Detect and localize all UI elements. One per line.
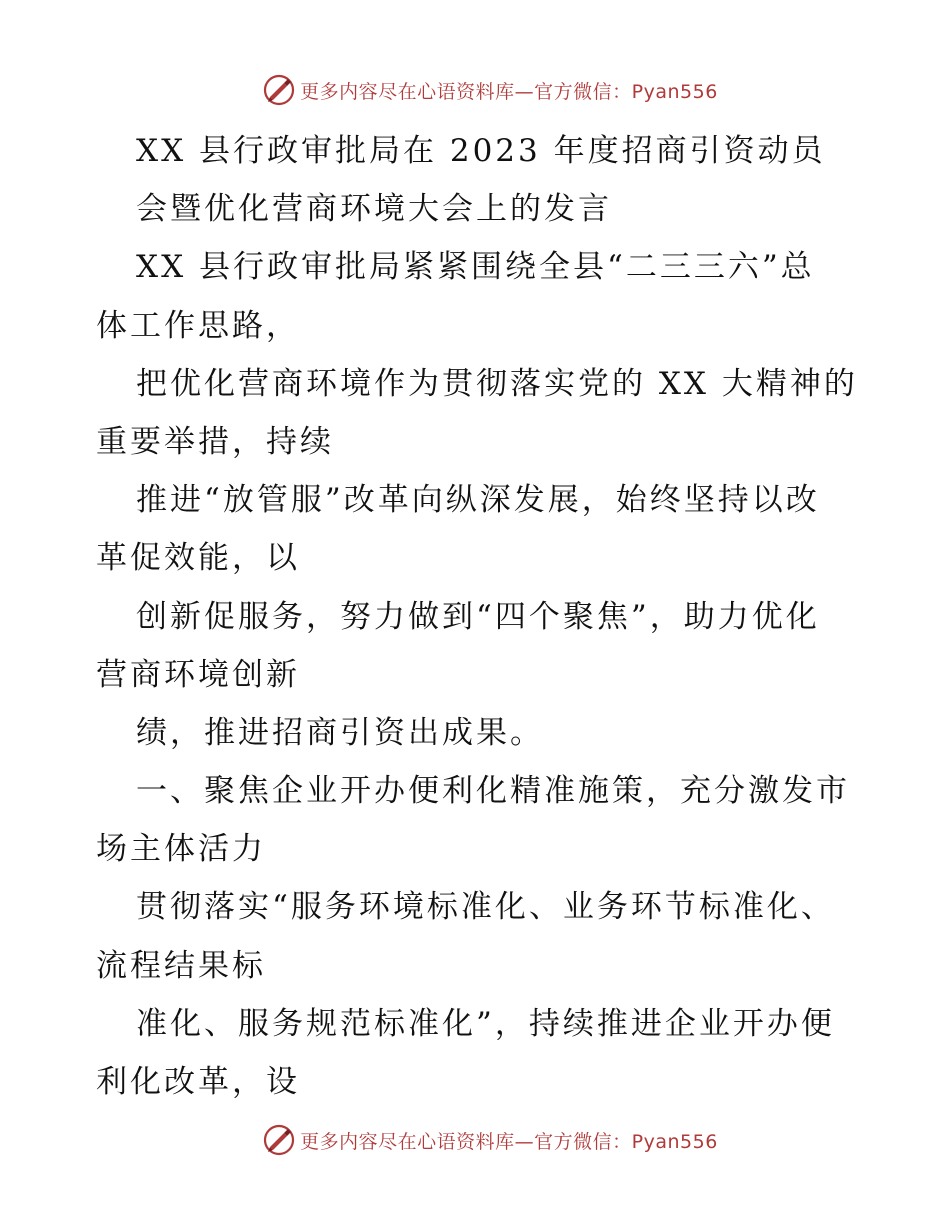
text-line: XX 县行政审批局在 2023 年度招商引资动员 (136, 133, 826, 169)
pen-logo-icon (262, 1123, 296, 1157)
text-line: 创新促服务，努力做到“四个聚焦”，助力优化 (136, 598, 820, 635)
text-line: 一、聚焦企业开办便利化精准施策，充分激发市 (136, 773, 850, 810)
text-line: 营商环境创新 (96, 656, 300, 693)
text-line: 准化、服务规范标准化”，持续推进企业开办便 (136, 1005, 835, 1042)
text-line: 贯彻落实“服务环境标准化、业务环节标准化、 (136, 889, 835, 926)
text-line: 利化改革，设 (96, 1064, 300, 1100)
pen-logo-icon (262, 73, 296, 107)
watermark-content (262, 1123, 718, 1157)
text-line: 体工作思路， (96, 307, 300, 344)
header-watermark (0, 70, 950, 110)
text-line: 会暨优化营商环境大会上的发言 (136, 191, 612, 228)
text-line: 革促效能，以 (96, 540, 300, 577)
text-line: 推进“放管服”改革向纵深发展，始终坚持以改 (136, 482, 820, 519)
text-line: 流程结果标 (96, 947, 266, 984)
document-body (96, 122, 856, 1111)
watermark-text: 更多内容尽在心语资料库—官方微信：Pyan556 (300, 80, 718, 103)
text-line: 把优化营商环境作为贯彻落实党的 XX 大精神的 (136, 365, 858, 402)
text-line: 场主体活力 (96, 831, 266, 868)
footer-watermark (0, 1120, 950, 1160)
text-line: 重要举措，持续 (96, 423, 334, 460)
watermark-text: 更多内容尽在心语资料库—官方微信：Pyan556 (300, 1130, 718, 1153)
watermark-content (262, 73, 718, 107)
text-line: 绩，推进招商引资出成果。 (136, 714, 544, 751)
text-line: XX 县行政审批局紧紧围绕全县“二三三六”总 (136, 249, 815, 286)
